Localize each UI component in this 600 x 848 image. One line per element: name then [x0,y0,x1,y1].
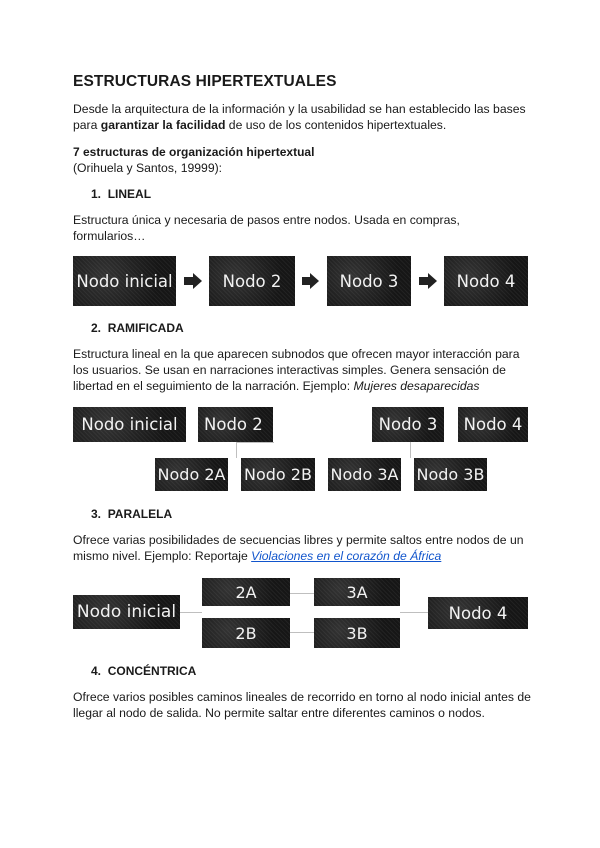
section-ramificada-text: Estructura lineal en la que aparecen subnodos que ofrecen mayor interacción para los usuarios. Se usan en narraciones interactivas simples. Genera sensación de libertad en el seguimiento de la narración. Ejemplo: Mujeres desaparecidas [73,347,520,393]
intro-paragraph [73,101,543,133]
ramificada-node-2a: Nodo 2A [155,458,228,491]
paralela-node-3b: 3B [314,618,400,648]
section-paralela-text: Ofrece varias posibilidades de secuencias libres y permite saltos entre nodos de un mismo nivel. Ejemplo: Reportaje Violaciones en el corazón de África [73,533,524,563]
organization-heading-block [73,144,314,176]
paralela-node-inicial: Nodo inicial [73,595,180,629]
ramificada-node-2b: Nodo 2B [241,458,315,491]
section-concentrica-heading: 4. CONCÉNTRICA [91,664,197,678]
lineal-node-2: Nodo 2 [209,256,295,306]
lineal-node-inicial: Nodo inicial [73,256,176,306]
paralela-node-2b: 2B [202,618,290,648]
ramificada-node-3b: Nodo 3B [414,458,487,491]
section-lineal-heading: 1. LINEAL [91,187,152,201]
page-title: ESTRUCTURAS HIPERTEXTUALES [73,73,337,90]
paralela-node-3a: 3A [314,578,400,606]
section-ramificada-heading: 2. RAMIFICADA [91,321,184,335]
organization-heading: 7 estructuras de organización hipertextual [73,145,315,159]
intro-line-2: para garantizar la facilidad de uso de los contenidos hipertextuales. [73,118,447,132]
section-paralela-heading: 3. PARALELA [91,507,173,521]
ramificada-node-3: Nodo 3 [372,407,444,442]
intro-bold-text: garantizar la facilidad [100,118,226,132]
paralela-node-4: Nodo 4 [428,597,528,629]
arrow-right-icon [428,273,437,289]
ramificada-node-2: Nodo 2 [198,407,273,442]
example-link[interactable]: Violaciones en el corazón de África [251,549,442,563]
section-lineal-text: Estructura única y necesaria de pasos entre nodos. Usada en compras, formularios… [73,213,460,243]
lineal-node-3: Nodo 3 [327,256,411,306]
ramificada-node-4: Nodo 4 [458,407,528,442]
ramificada-node-3a: Nodo 3A [328,458,401,491]
arrow-right-icon [310,273,319,289]
arrow-right-icon [193,273,202,289]
section-concentrica-text: Ofrece varios posibles caminos lineales de recorrido en torno al nodo inicial antes de llegar al nodo de salida. No permite saltar entre diferentes caminos o nodos. [73,690,531,720]
paralela-node-2a: 2A [202,578,290,606]
intro-line-1: Desde la arquitectura de la información y la usabilidad se han establecido las bases [73,102,526,116]
ramificada-node-inicial: Nodo inicial [73,407,186,442]
citation: (Orihuela y Santos, 19999): [73,161,223,175]
example-title: Mujeres desaparecidas [353,379,480,393]
lineal-node-4: Nodo 4 [444,256,528,306]
